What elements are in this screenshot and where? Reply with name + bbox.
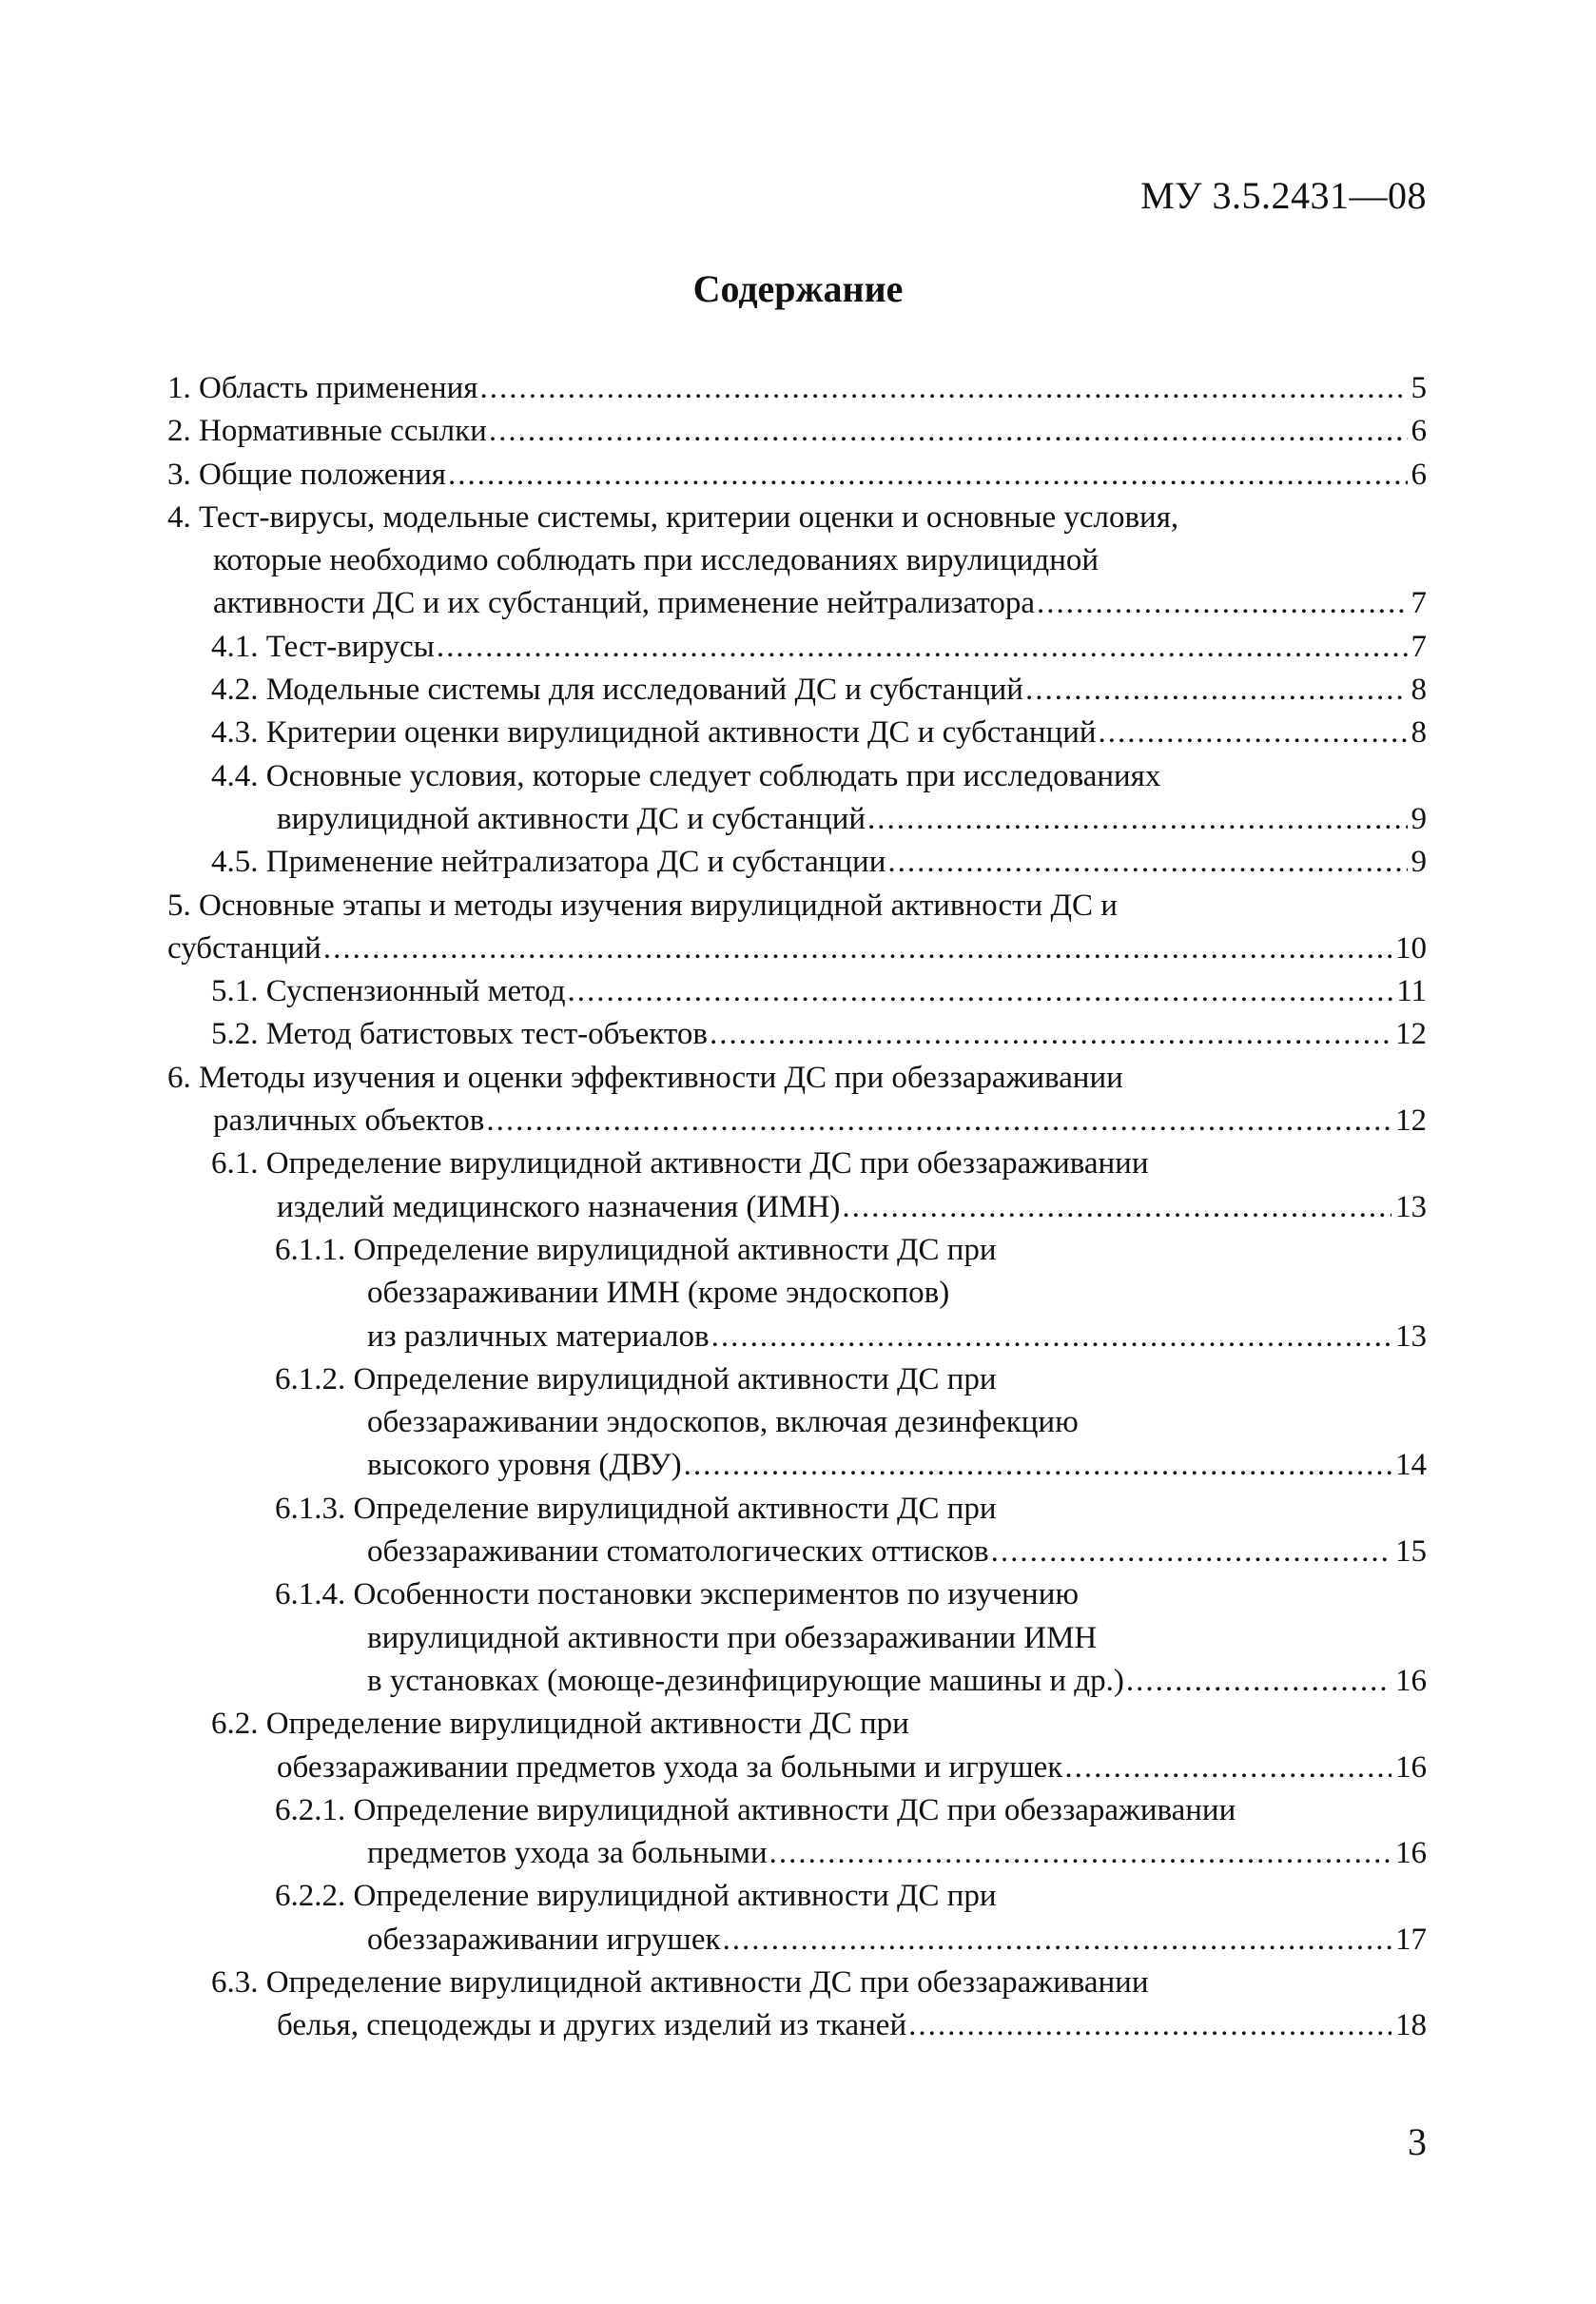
toc-entry — [0, 410, 1596, 453]
toc-entry-text: 4.1. Тест-вирусы — [211, 629, 435, 664]
toc-entry-text: 6.2.1. Определение вирулицидной активности ДС при обеззараживании — [275, 1792, 1236, 1827]
toc-entry-page: 9 — [1411, 845, 1427, 880]
toc-entry-page: 13 — [1395, 1318, 1427, 1354]
toc-leader-dots — [723, 1919, 1392, 1962]
toc-entry-text: 4.4. Основные условия, которые следует соблюдать при исследованиях — [211, 758, 1161, 793]
toc-leader-dots — [842, 1186, 1392, 1229]
toc-entry-page: 10 — [1395, 930, 1427, 966]
toc-entry-text: 2. Нормативные ссылки — [167, 414, 487, 449]
toc-entry — [0, 755, 1596, 842]
toc-entry — [0, 841, 1596, 884]
toc-entry — [0, 1875, 1596, 1962]
toc-leader-dots — [991, 1531, 1392, 1573]
toc-leader-dots — [437, 626, 1408, 669]
toc-entry-text: обеззараживании ИМН (кроме эндоскопов) — [367, 1276, 950, 1311]
toc-entry-page: 13 — [1395, 1189, 1427, 1224]
table-of-contents — [0, 367, 1596, 2048]
toc-entry-page: 11 — [1396, 974, 1427, 1009]
toc-entry-text: 6.1.3. Определение вирулицидной активности ДС при — [275, 1491, 997, 1526]
toc-entry-text: изделий медицинского назначения (ИМН) — [277, 1189, 841, 1224]
toc-leader-dots — [1126, 1660, 1392, 1703]
toc-entry — [0, 1142, 1596, 1229]
toc-entry-page: 16 — [1395, 1749, 1427, 1785]
toc-entry-page: 8 — [1411, 715, 1427, 751]
toc-entry-text: высокого уровня (ДВУ) — [367, 1448, 682, 1483]
toc-entry-text: вирулицидной активности при обеззараживании ИМН — [367, 1620, 1098, 1655]
toc-entry-page: 6 — [1411, 457, 1427, 492]
toc-entry — [0, 1358, 1596, 1488]
toc-entry — [0, 454, 1596, 497]
page-number: 3 — [1408, 2120, 1427, 2163]
toc-leader-dots — [1064, 1747, 1392, 1789]
toc-entry — [0, 497, 1596, 626]
toc-entry — [0, 970, 1596, 1013]
toc-entry — [0, 1013, 1596, 1056]
toc-entry-text: обеззараживании стоматологических оттисков — [367, 1534, 989, 1570]
toc-leader-dots — [908, 2004, 1392, 2047]
toc-entry-text: из различных материалов — [367, 1318, 710, 1354]
toc-entry-text: 6.1. Определение вирулицидной активности ДС при обеззараживании — [211, 1146, 1149, 1181]
toc-entry-page: 18 — [1395, 2008, 1427, 2043]
toc-leader-dots — [479, 367, 1407, 410]
toc-entry — [0, 885, 1596, 971]
toc-entry-text: 6.2. Определение вирулицидной активности ДС при — [211, 1707, 909, 1742]
toc-entry-text: 6.1.2. Определение вирулицидной активности ДС при — [275, 1361, 997, 1396]
toc-entry — [0, 669, 1596, 712]
toc-entry — [0, 367, 1596, 410]
toc-entry-text: которые необходимо соблюдать при исследованиях вирулицидной — [213, 543, 1100, 578]
toc-entry-text: обеззараживании эндоскопов, включая дезинфекцию — [367, 1405, 1079, 1440]
toc-entry — [0, 712, 1596, 754]
toc-entry — [0, 1573, 1596, 1703]
toc-entry-text: обеззараживании предметов ухода за больными и игрушек — [277, 1749, 1063, 1785]
toc-entry-text: различных объектов — [213, 1103, 485, 1139]
toc-leader-dots — [769, 1832, 1392, 1875]
toc-leader-dots — [489, 410, 1408, 453]
toc-entry-text: предметов ухода за больными — [367, 1836, 768, 1871]
toc-entry-page: 6 — [1411, 414, 1427, 449]
toc-entry-page: 12 — [1395, 1103, 1427, 1139]
toc-leader-dots — [867, 798, 1407, 841]
document-code: МУ 3.5.2431—08 — [1140, 174, 1427, 217]
toc-entry-text: активности ДС и их субстанций, применение нейтрализатора — [213, 586, 1035, 621]
toc-leader-dots — [711, 1316, 1392, 1358]
toc-entry-text: 6. Методы изучения и оценки эффективности ДС при обеззараживании — [167, 1060, 1123, 1095]
toc-entry — [0, 1057, 1596, 1143]
toc-entry-page: 5 — [1411, 371, 1427, 405]
toc-entry-page: 8 — [1411, 673, 1427, 708]
toc-entry — [0, 1962, 1596, 2048]
toc-entry-text: вирулицидной активности ДС и субстанций — [277, 801, 866, 836]
toc-entry-text: 6.1.1. Определение вирулицидной активности ДС при — [275, 1232, 997, 1267]
toc-entry-text: субстанций — [167, 930, 321, 966]
toc-leader-dots — [1037, 582, 1408, 625]
toc-entry — [0, 1488, 1596, 1574]
toc-leader-dots — [1099, 712, 1408, 754]
toc-leader-dots — [710, 1013, 1392, 1056]
toc-entry-page: 7 — [1411, 586, 1427, 621]
toc-entry-text: 4.2. Модельные системы для исследований ДС и субстанций — [211, 673, 1023, 708]
toc-entry-text: 4.5. Применение нейтрализатора ДС и субстанции — [211, 845, 886, 880]
toc-entry-page: 9 — [1411, 801, 1427, 836]
toc-entry-text: 4. Тест-вирусы, модельные системы, критерии оценки и основные условия, — [167, 499, 1179, 535]
toc-leader-dots — [323, 927, 1392, 970]
toc-entry — [0, 626, 1596, 669]
toc-leader-dots — [887, 841, 1407, 884]
toc-entry — [0, 1789, 1596, 1876]
toc-entry-text: белья, спецодежды и других изделий из тканей — [277, 2008, 907, 2043]
toc-entry — [0, 1229, 1596, 1358]
page-title: Содержание — [692, 267, 904, 310]
toc-entry-text: 6.3. Определение вирулицидной активности ДС при обеззараживании — [211, 1964, 1149, 2000]
toc-entry-page: 12 — [1395, 1017, 1427, 1052]
toc-entry-text: в установках (моюще-дезинфицирующие машины и др.) — [367, 1663, 1124, 1698]
toc-entry-page: 15 — [1395, 1534, 1427, 1570]
toc-entry-page: 17 — [1395, 1922, 1427, 1957]
toc-entry-text: 6.1.4. Особенности постановки экспериментов по изучению — [275, 1577, 1080, 1612]
toc-entry-text: 5.2. Метод батистовых тест-объектов — [211, 1017, 708, 1052]
toc-leader-dots — [448, 454, 1408, 497]
toc-entry-text: 1. Область применения — [167, 371, 478, 405]
toc-leader-dots — [684, 1444, 1392, 1487]
toc-entry-page: 16 — [1395, 1836, 1427, 1871]
toc-entry-text: 3. Общие положения — [167, 457, 446, 492]
toc-entry — [0, 1703, 1596, 1789]
toc-entry-page: 16 — [1395, 1663, 1427, 1698]
toc-entry-page: 7 — [1411, 629, 1427, 664]
toc-entry-text: 6.2.2. Определение вирулицидной активности ДС при — [275, 1879, 997, 1914]
toc-leader-dots — [1025, 669, 1408, 712]
toc-leader-dots — [568, 970, 1393, 1013]
toc-entry-text: 5.1. Суспензионный метод — [211, 974, 566, 1009]
toc-entry-text: 5. Основные этапы и методы изучения вирулицидной активности ДС и — [167, 888, 1118, 923]
toc-entry-page: 14 — [1395, 1448, 1427, 1483]
toc-entry-text: обеззараживании игрушек — [367, 1922, 721, 1957]
toc-entry-text: 4.3. Критерии оценки вирулицидной активности ДС и субстанций — [211, 715, 1097, 751]
toc-leader-dots — [486, 1100, 1392, 1142]
